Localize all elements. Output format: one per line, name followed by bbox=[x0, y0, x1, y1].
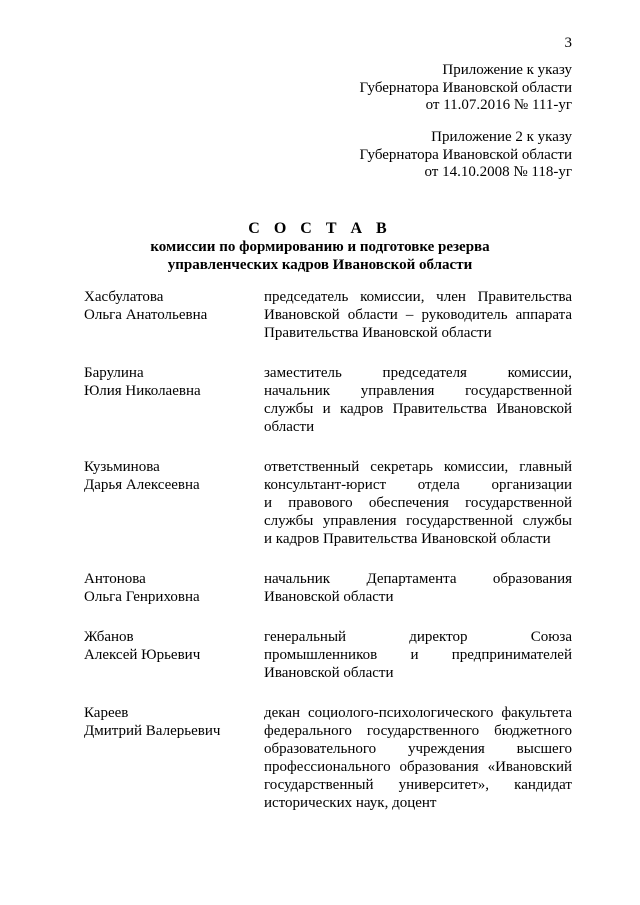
appendix-line: от 14.10.2008 № 118-уг bbox=[424, 164, 572, 180]
member-name-line: Ольга Анатольевна bbox=[84, 307, 208, 323]
member-name bbox=[84, 458, 264, 548]
member-role-line: и правового обеспечения государственной bbox=[264, 495, 572, 511]
member-entry bbox=[84, 628, 572, 682]
member-name-line: Жбанов bbox=[84, 629, 134, 645]
member-entry bbox=[84, 364, 572, 436]
page-number: 3 bbox=[564, 35, 572, 51]
member-role bbox=[264, 628, 572, 682]
member-role-line: промышленников и предпринимателей bbox=[264, 647, 572, 663]
member-role-line: председатель комиссии, член Правительства bbox=[264, 289, 572, 305]
member-name-line: Барулина bbox=[84, 365, 144, 381]
member-role-line: государственный университет», кандидат bbox=[264, 777, 572, 793]
member-role bbox=[264, 288, 572, 342]
document-title bbox=[0, 220, 640, 274]
member-role-line: Ивановской области bbox=[264, 589, 394, 605]
member-role-line: ответственный секретарь комиссии, главный bbox=[264, 459, 572, 475]
member-role bbox=[264, 458, 572, 548]
member-role-line: начальник управления государственной bbox=[264, 383, 572, 399]
member-name-line: Антонова bbox=[84, 571, 146, 587]
member-entry bbox=[84, 458, 572, 548]
member-role-line: службы и кадров Правительства Ивановской bbox=[264, 401, 572, 417]
member-role-line: генеральный директор Союза bbox=[264, 629, 572, 645]
member-entry bbox=[84, 704, 572, 812]
member-name-line: Дмитрий Валерьевич bbox=[84, 723, 221, 739]
member-role-line: исторических наук, доцент bbox=[264, 795, 437, 811]
title-heading: С О С Т А В bbox=[248, 220, 392, 237]
member-name-line: Алексей Юрьевич bbox=[84, 647, 201, 663]
title-line: комиссии по формированию и подготовке резерва bbox=[150, 239, 490, 255]
appendix-line: от 11.07.2016 № 111-уг bbox=[425, 97, 572, 113]
member-role-line: начальник Департамента образования bbox=[264, 571, 572, 587]
member-role bbox=[264, 704, 572, 812]
member-name-line: Кузьминова bbox=[84, 459, 160, 475]
member-role-line: федерального государственного бюджетного bbox=[264, 723, 572, 739]
title-line: управленческих кадров Ивановской области bbox=[167, 257, 473, 273]
member-role-line: службы управления государственной службы bbox=[264, 513, 572, 529]
member-name bbox=[84, 628, 264, 682]
member-entry bbox=[84, 570, 572, 606]
member-name-line: Кареев bbox=[84, 705, 129, 721]
member-role bbox=[264, 364, 572, 436]
member-role-line: образовательного учреждения высшего bbox=[264, 741, 572, 757]
member-role-line: Правительства Ивановской области bbox=[264, 325, 492, 341]
member-name bbox=[84, 288, 264, 342]
member-name-line: Хасбулатова bbox=[84, 289, 164, 305]
member-role bbox=[264, 570, 572, 606]
member-name bbox=[84, 570, 264, 606]
appendix-line: Приложение к указу bbox=[442, 62, 572, 78]
member-role-line: консультант-юрист отдела организации bbox=[264, 477, 572, 493]
member-role-line: области bbox=[264, 419, 315, 435]
member-role-line: Ивановской области bbox=[264, 665, 394, 681]
appendix-line: Приложение 2 к указу bbox=[431, 129, 572, 145]
members-list bbox=[84, 288, 572, 812]
appendix-original-header bbox=[359, 129, 572, 182]
member-name-line: Ольга Генриховна bbox=[84, 589, 200, 605]
member-role-line: декан социолого-психологического факультета bbox=[264, 705, 572, 721]
appendix-current-header bbox=[359, 62, 572, 115]
member-name bbox=[84, 364, 264, 436]
member-role-line: и кадров Правительства Ивановской области bbox=[264, 531, 551, 547]
member-name-line: Юлия Николаевна bbox=[84, 383, 201, 399]
member-entry bbox=[84, 288, 572, 342]
appendix-line: Губернатора Ивановской области bbox=[359, 146, 572, 163]
member-role-line: Ивановской области – руководитель аппарата bbox=[264, 307, 572, 323]
member-name-line: Дарья Алексеевна bbox=[84, 477, 200, 493]
member-name bbox=[84, 704, 264, 812]
member-role-line: заместитель председателя комиссии, bbox=[264, 365, 572, 381]
member-role-line: профессионального образования «Ивановский bbox=[264, 759, 572, 775]
appendix-line: Губернатора Ивановской области bbox=[359, 79, 572, 96]
